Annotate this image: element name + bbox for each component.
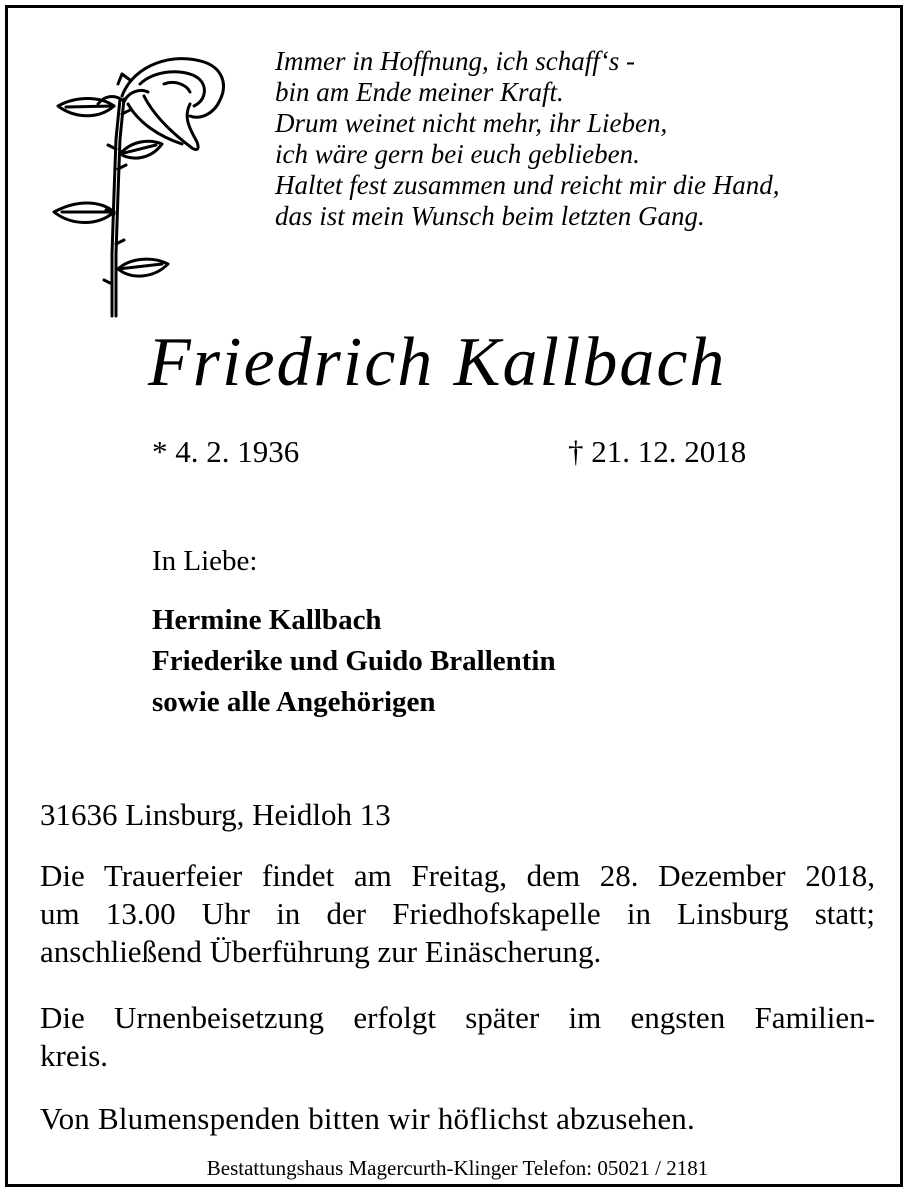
mourner-name: Hermine Kallbach bbox=[152, 604, 382, 636]
poem bbox=[275, 46, 895, 232]
poem-line: Haltet fest zusammen und reicht mir die Hand, bbox=[275, 170, 780, 200]
ceremony-info bbox=[40, 857, 875, 971]
in-love-label: In Liebe: bbox=[152, 545, 258, 577]
ceremony-line: anschließend Überführung zur Einäscherung. bbox=[40, 934, 602, 969]
deceased-name: Friedrich Kallbach bbox=[148, 324, 727, 401]
flowers-note: Von Blumenspenden bitten wir höflichst abzusehen. bbox=[40, 1101, 695, 1136]
ceremony-line: Die Trauerfeier findet am Freitag, dem 28. Dezember 2018, bbox=[40, 858, 875, 893]
address: 31636 Linsburg, Heidloh 13 bbox=[40, 797, 391, 832]
birth-date: * 4. 2. 1936 bbox=[152, 434, 300, 469]
poem-line: Drum weinet nicht mehr, ihr Lieben, bbox=[275, 108, 668, 138]
poem-line: bin am Ende meiner Kraft. bbox=[275, 77, 564, 107]
mourners-list bbox=[152, 600, 556, 723]
urn-burial-info bbox=[40, 999, 875, 1075]
funeral-home-footer: Bestattungshaus Magercurth-Klinger Telefon: 05021 / 2181 bbox=[206, 1156, 709, 1180]
urn-line: kreis. bbox=[40, 1038, 109, 1073]
poem-line: Immer in Hoffnung, ich schaff‘s - bbox=[275, 46, 635, 76]
mourner-name: Friederike und Guido Brallentin bbox=[152, 645, 556, 677]
death-date: † 21. 12. 2018 bbox=[568, 434, 747, 469]
poem-line: das ist mein Wunsch beim letzten Gang. bbox=[275, 201, 705, 231]
rose-icon bbox=[44, 44, 234, 318]
urn-line: Die Urnenbeisetzung erfolgt später im engsten Familien- bbox=[40, 1000, 875, 1035]
poem-line: ich wäre gern bei euch geblieben. bbox=[275, 139, 640, 169]
mourner-name: sowie alle Angehörigen bbox=[152, 686, 436, 718]
ceremony-line: um 13.00 Uhr in der Friedhofskapelle in Linsburg statt; bbox=[40, 896, 875, 931]
